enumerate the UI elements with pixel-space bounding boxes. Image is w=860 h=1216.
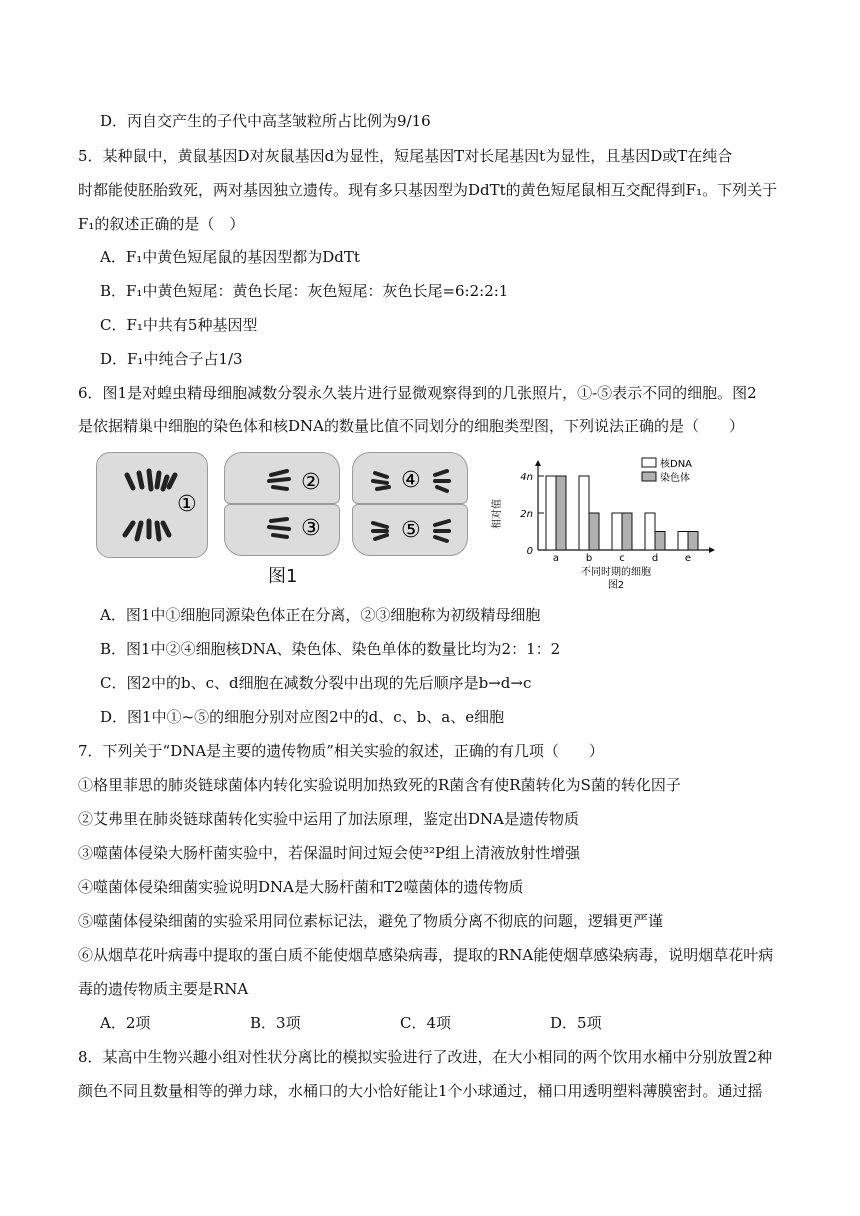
x-tick-label: e — [684, 553, 692, 564]
q8-line2: 颜色不同且数量相等的弹力球，水桶口的大小恰好能让1个小球通过，桶口用透明塑料薄膜密封。通过摇 — [78, 1082, 763, 1100]
q5-stem-line1: 5．某种鼠中，黄鼠基因D对灰鼠基因d为显性，短尾基因T对长尾基因t为显性，且基因D或T在纯合 — [78, 147, 733, 165]
q6-stem-line1: 6．图1是对蝗虫精母细胞减数分裂永久装片进行显微观察得到的几张照片，①-⑤表示不同的细胞。图2 — [78, 384, 757, 402]
figure-2-chart — [486, 452, 726, 594]
q5-option-b: B．F₁中黄色短尾：黄色长尾：灰色短尾：灰色长尾=6:2:2:1 — [100, 282, 509, 300]
x-tick-label: d — [651, 553, 659, 564]
q7-options — [100, 1012, 820, 1034]
y-tick-label: 2n — [520, 509, 533, 520]
y-axis-label: 相对值 — [492, 499, 503, 529]
legend-label: 核DNA — [660, 459, 693, 470]
chart-legend — [642, 457, 692, 484]
q7-item-5: ⑤噬菌体侵染细菌的实验采用同位素标记法，避免了物质分离不彻底的问题，逻辑更严谨 — [78, 912, 664, 930]
label-cell-4: ④ — [401, 468, 421, 493]
figure-1-caption: 图1 — [268, 566, 298, 587]
bar-e-dna — [678, 532, 688, 551]
q7-option-a: A．2项 — [100, 1014, 151, 1032]
chromosome-image-1 — [97, 453, 207, 557]
label-cell-5: ⑤ — [401, 518, 421, 543]
chart-bars — [546, 476, 698, 550]
q7-item-1: ①格里菲思的肺炎链球菌体内转化实验说明加热致死的R菌含有使R菌转化为S菌的转化因子 — [78, 776, 681, 794]
q7-item-6: ⑥从烟草花叶病毒中提取的蛋白质不能使烟草感染病毒，提取的RNA能使烟草感染病毒，说明烟草花叶病 — [78, 946, 774, 964]
bar-c-chromosome — [622, 513, 632, 550]
bar-c-dna — [612, 513, 622, 550]
q7-item-2: ②艾弗里在肺炎链球菌转化实验中运用了加法原理，鉴定出DNA是遗传物质 — [78, 810, 579, 828]
legend-swatch — [642, 458, 656, 467]
q6-option-d: D．图1中①~⑤的细胞分别对应图2中的d、c、b、a、e细胞 — [100, 708, 505, 726]
bar-d-dna — [645, 513, 655, 550]
q7-item-3: ③噬菌体侵染大肠杆菌实验中，若保温时间过短会使³²P组上清液放射性增强 — [78, 844, 581, 862]
q7-item-6-cont: 毒的遗传物质主要是RNA — [78, 980, 249, 998]
x-axis-arrow — [709, 547, 715, 553]
q6-stem-line2: 是依据精巢中细胞的染色体和核DNA的数量比值不同划分的细胞类型图，下列说法正确的是（ ） — [78, 417, 744, 435]
legend-swatch — [642, 472, 656, 481]
cell-photo-3 — [224, 504, 340, 556]
bar-a-chromosome — [556, 476, 566, 550]
x-tick-label: c — [619, 553, 625, 564]
bar-e-chromosome — [688, 532, 698, 551]
cell-photo-1 — [96, 452, 208, 558]
q6-option-c: C．图2中的b、c、d细胞在减数分裂中出现的先后顺序是b→d→c — [100, 674, 532, 692]
label-cell-2: ② — [301, 470, 321, 495]
q7-option-d: D．5项 — [550, 1014, 602, 1032]
q5-option-c: C．F₁中共有5种基因型 — [100, 316, 258, 334]
bar-d-chromosome — [655, 532, 665, 551]
label-cell-3: ③ — [301, 516, 321, 541]
q7-option-c: C．4项 — [400, 1014, 452, 1032]
q8-line1: 8．某高中生物兴趣小组对性状分离比的模拟实验进行了改进，在大小相同的两个饮用水桶中分别放置2种 — [78, 1048, 773, 1066]
cell-photo-2 — [224, 452, 340, 504]
bar-b-chromosome — [589, 513, 599, 550]
x-tick-label: a — [552, 553, 560, 564]
q6-option-b: B．图1中②④细胞核DNA、染色体、染色单体的数量比均为2：1：2 — [100, 640, 561, 658]
q5-stem-line3: F₁的叙述正确的是（ ） — [78, 215, 245, 233]
chart-title: 图2 — [607, 580, 625, 591]
label-cell-1: ① — [177, 492, 197, 517]
y-tick-label: 4n — [520, 472, 533, 483]
x-tick-label: b — [585, 553, 593, 564]
q5-stem-line2: 时都能使胚胎致死，两对基因独立遗传。现有多只基因型为DdTt的黄色短尾鼠相互交配得到F₁。下列关于 — [78, 181, 778, 199]
q4-option-d: D．丙自交产生的子代中高茎皱粒所占比例为9/16 — [100, 112, 431, 130]
q7-option-b: B．3项 — [250, 1014, 301, 1032]
q5-option-d: D．F₁中纯合子占1/3 — [100, 350, 243, 368]
bar-a-dna — [546, 476, 556, 550]
bar-b-dna — [579, 476, 589, 550]
q6-option-a: A．图1中①细胞同源染色体正在分离，②③细胞称为初级精母细胞 — [100, 606, 541, 624]
q7-stem: 7．下列关于“DNA是主要的遗传物质”相关实验的叙述，正确的有几项（ ） — [78, 742, 604, 760]
legend-label: 染色体 — [660, 473, 690, 484]
cell-photo-5 — [352, 504, 468, 556]
y-axis-arrow — [535, 460, 541, 466]
q5-option-a: A．F₁中黄色短尾鼠的基因型都为DdTt — [100, 248, 360, 266]
y-tick-label: 0 — [526, 546, 533, 557]
q7-item-4: ④噬菌体侵染细菌实验说明DNA是大肠杆菌和T2噬菌体的遗传物质 — [78, 878, 524, 896]
x-axis-label: 不同时期的细胞 — [581, 567, 651, 578]
cell-photo-4 — [352, 452, 468, 504]
